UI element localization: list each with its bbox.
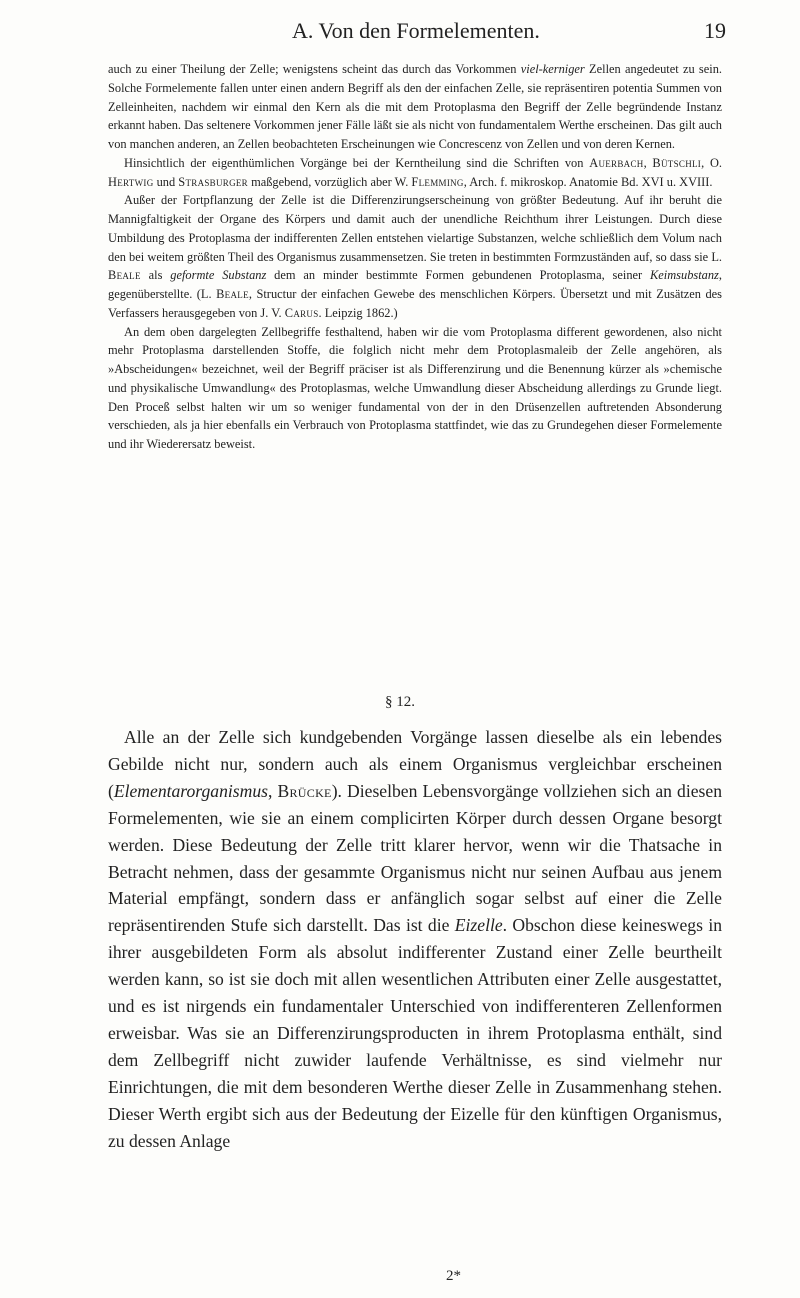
small-print-block: [108, 60, 722, 454]
author-name: Beale: [216, 287, 249, 301]
text-run: , Structur der einfachen Gewebe des menschlichen Körpers. Übersetzt und mit Zusätzen des Verfassers herausgegeben von J. V.: [108, 287, 723, 320]
text-run: , O.: [701, 155, 722, 170]
text-run: , gegenüberstellte. (L.: [108, 268, 722, 301]
section-heading: § 12.: [385, 694, 415, 710]
text-run: , Arch. f. mikroskop. Anatomie Bd. XVI u. XVIII.: [463, 174, 713, 189]
main-text-block: [108, 724, 722, 1155]
paragraph-3: [108, 191, 722, 322]
author-name: Beale: [108, 268, 141, 283]
text-run: Zellen angedeutet zu sein. Solche Formelemente fallen unter einen andern Begriff als den der einfachen Zelle, sie repräsentiren potentia Summen von Zelleinheiten, nachdem wir einmal den Kern als die mit dem Protoplasma den Begriff der Zelle begründende Instanz erkannt haben. Das seltenere Vorkommen jener Fälle läßt sie als nicht von fundamentalem Werthe erscheinen. Das gilt auch von manchen anderen, an Zellen beobachteten Erscheinungen wie Concrescenz von Zellen und von deren Kernen.: [108, 62, 722, 151]
signature-mark: 2*: [446, 1268, 461, 1284]
paragraph-4: [108, 323, 722, 454]
main-paragraph: [108, 724, 722, 1155]
author-name: Flemming: [411, 174, 464, 189]
italic-term: Keimsubstanz: [650, 268, 719, 283]
italic-term: Eizelle: [454, 915, 503, 936]
text-run: An dem oben dargelegten Zellbegriffe festhaltend, haben wir die vom Protoplasma different gewordenen, also nicht mehr Protoplasma darstellenden Stoffe, die folglich nicht mehr dem Protoplasmaleib der Zelle angehören, als »Abscheidungen« bezeichnet, weil der Begriff präciser ist als Differenzirung und die Benennung kürzer als »chemische und physikalische Umwandlung« des Protoplasmas, welche Umwandlung dieser Abscheidung allerdings zu Grunde liegt. Den Proceß selbst halten wir um so weniger fundamental von der in den Drüsenzellen auftretenden Absonderung verschieden, als ja hier ebenfalls ein Verbrauch von Protoplasma stattfindet, wie das zu Grundegehen dieser Formelemente und ihr Wiederersatz beweist.: [108, 324, 722, 451]
page-number: 19: [704, 18, 726, 43]
text-run: . Obschon diese keineswegs in ihrer ausgebildeten Form als absolut indifferenter Zustand einer Zelle beurtheilt werden kann, so ist sie doch mit allen wesentlichen Attributen einer Zelle ausgestattet, und es ist nirgends ein fundamentaler Unterschied von indifferenteren Zellenformen erweisbar. Was sie an Differenzirungsproducten in ihrem Protoplasma enthält, sind dem Zellbegriff nicht zuwider laufende Verhältnisse, es sind vielmehr nur Einrichtungen, die mit dem besonderen Werthe dieser Zelle in Zusammenhang stehen. Dieser Werth ergibt sich aus der Bedeutung der Eizelle für den künftigen Organismus, zu dessen Anlage: [108, 915, 722, 1151]
author-name: Hertwig: [108, 174, 154, 189]
text-run: maßgebend, vorzüglich aber W.: [247, 174, 412, 189]
text-run: und: [153, 174, 179, 189]
italic-term: viel-kerniger: [520, 62, 585, 76]
text-run: Hinsichtlich der eigenthümlichen Vorgänge bei der Kerntheilung sind die Schriften von: [124, 155, 590, 170]
text-run: dem an minder bestimmte Formen gebundenen Protoplasma, seiner: [266, 268, 651, 283]
text-run: als: [140, 268, 171, 283]
text-run: . Leipzig 1862.): [318, 305, 398, 320]
text-run: ). Dieselben Lebensvorgänge vollziehen sich an diesen Formelementen, wie sie an einem complicirten Körper durch dessen Organe besorgt werden. Diese Bedeutung der Zelle tritt klarer hervor, wenn wir die Thatsache in Betracht nehmen, dass der gesammte Organismus nicht nur seinen Aufbau aus jenem Material empfängt, sondern dass er anfänglich sogar selbst auf einer die Zelle repräsentirenden Stufe sich darstellt. Das ist die: [108, 780, 722, 936]
text-run: Alle an der Zelle sich kundgebenden Vorgänge lassen dieselbe als ein lebendes Gebilde nicht nur, sondern auch als einem Organismus vergleichbar erscheinen (: [108, 727, 722, 801]
running-header: [106, 18, 726, 50]
author-name: Auerbach: [589, 155, 644, 170]
author-name: Strasburger: [178, 174, 248, 189]
text-run: ,: [643, 155, 653, 170]
italic-term: geformte Substanz: [170, 268, 267, 283]
paragraph-2: [108, 154, 722, 192]
author-name: Bütschli: [652, 155, 702, 170]
author-name: Brücke: [277, 780, 332, 801]
text-run: Außer der Fortpflanzung der Zelle ist die Differenzirungserscheinung von größter Bedeutung. Auf ihr beruht die Mannigfaltigkeit der Organe des Körpers und damit auch der unendliche Reichthum ihrer Leistungen. Durch diese Umbildung des Protoplasma der indifferenten Zellen entstehen vielartige Substanzen, welche schließlich dem Volum nach den bei weitem größten Theil des Organismus zusammensetzen. Sie treten in bestimmten Formzuständen auf, so dass sie L.: [108, 193, 722, 264]
text-run: auch zu einer Theilung der Zelle; wenigstens scheint das durch das Vorkommen: [108, 62, 521, 76]
paragraph-1: [108, 60, 722, 154]
author-name: Carus: [284, 305, 319, 320]
running-title: A. Von den Formelementen.: [292, 18, 540, 43]
text-run: ,: [267, 780, 278, 801]
italic-term: Elementarorganismus: [113, 780, 268, 801]
